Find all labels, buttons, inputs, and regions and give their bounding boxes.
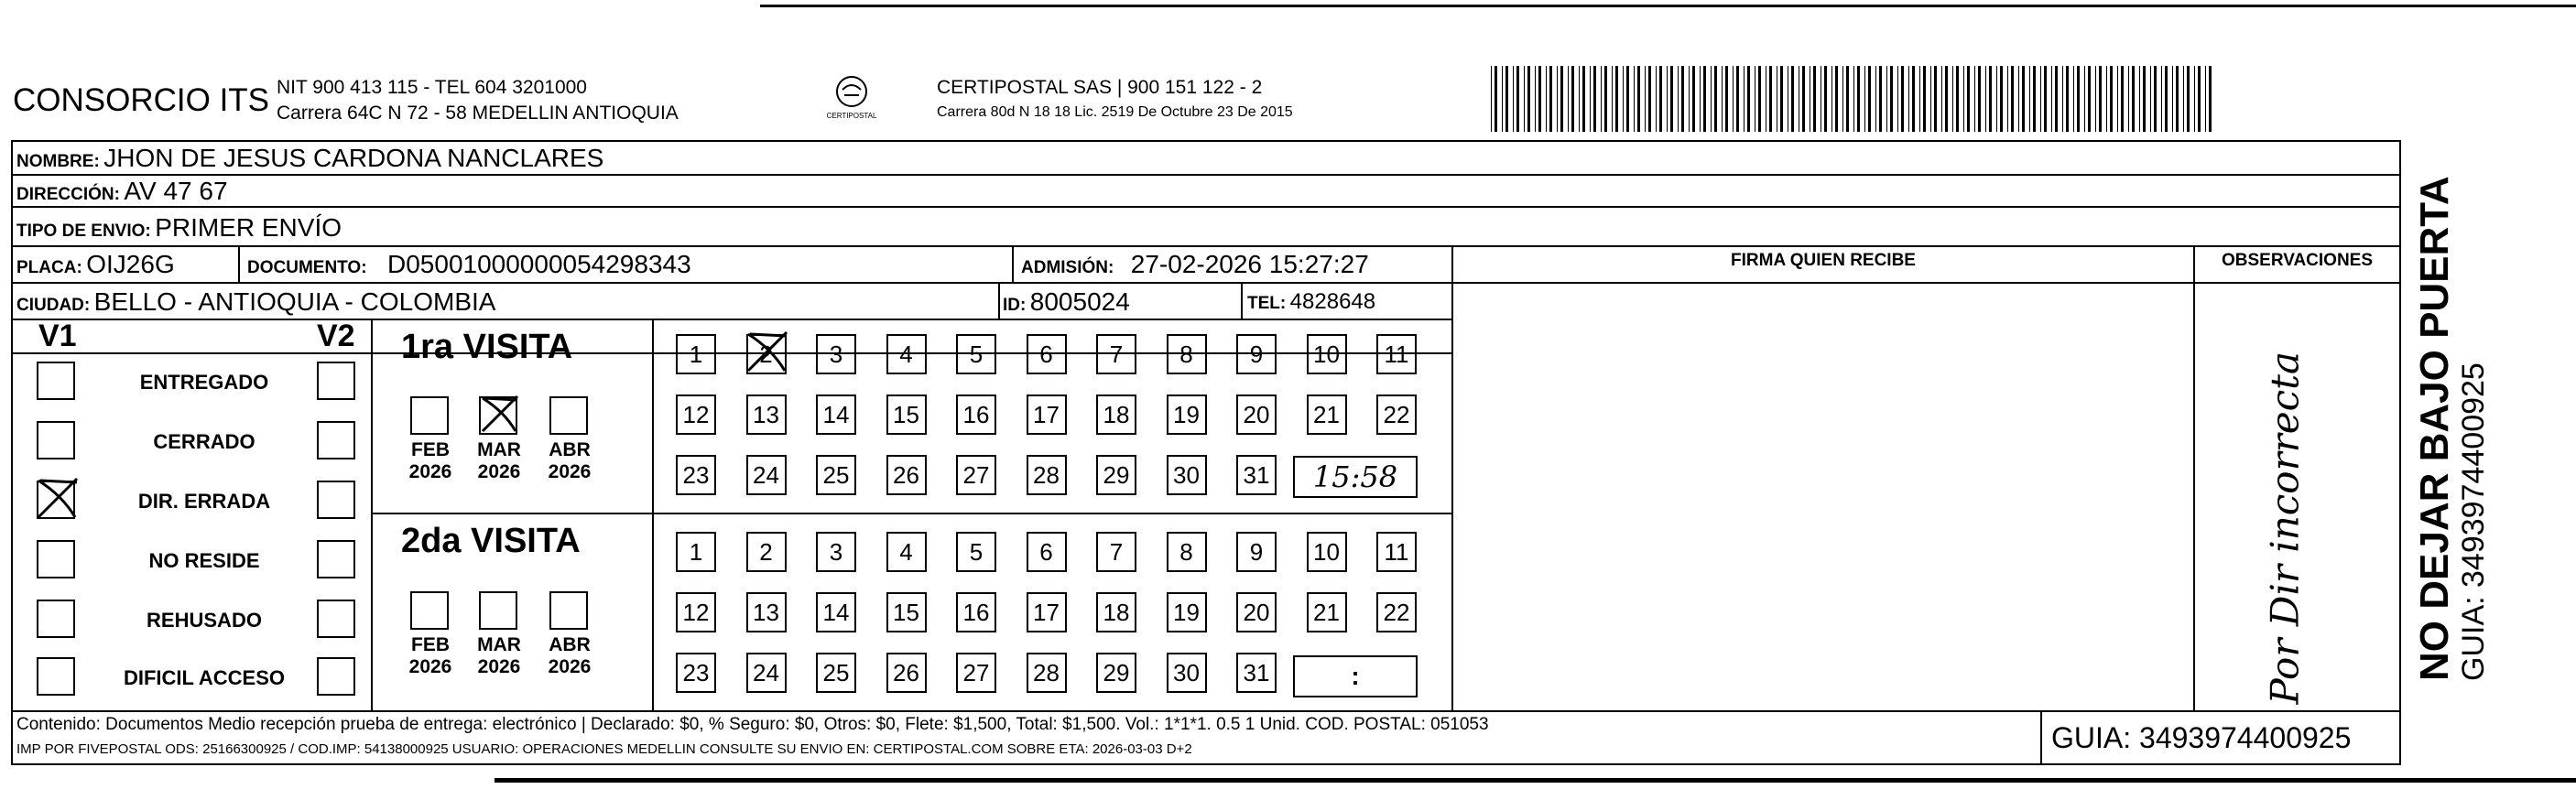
carrier-address: Carrera 80d N 18 18 Lic. 2519 De Octubre 23 De 2015 [937,104,1293,120]
visit2-day-box[interactable]: 14 [816,592,856,632]
visit2-day-box[interactable]: 11 [1376,532,1417,572]
visit2-day-box[interactable]: 7 [1096,532,1136,572]
id-field [1003,287,1130,317]
month-year: 2026 [548,656,592,677]
visit1-day-box[interactable]: 1 [676,334,716,374]
month-year: 2026 [408,656,452,677]
visit-divider [371,513,1453,514]
visit2-day-box[interactable]: 12 [676,592,716,632]
visit2-day-box[interactable]: 25 [816,653,856,693]
visit1-day-box[interactable]: 13 [746,394,787,435]
visit1-month-checkbox[interactable] [410,396,449,435]
side-warning-text: NO DEJAR BAJO PUERTA [2412,176,2457,681]
visit1-day-box[interactable]: 5 [956,334,996,374]
documento-label: DOCUMENTO: [247,258,367,277]
visit1-day-box[interactable]: 11 [1376,334,1417,374]
visit1-day-box[interactable]: 21 [1307,394,1347,435]
visit2-day-box[interactable]: 26 [886,653,927,693]
ciudad-label: CIUDAD: [16,296,91,315]
row-line [11,174,2401,176]
visit1-day-box[interactable]: 27 [956,455,996,495]
direccion-value: AV 47 67 [124,177,228,205]
visit2-day-box[interactable]: 23 [676,653,716,693]
v2-header: V2 [317,319,355,353]
observaciones-header [2195,251,2399,271]
side-guia-text: GUIA: 3493974400925 [2456,362,2491,681]
row-line [11,319,1453,320]
visit2-day-box[interactable]: 15 [886,592,927,632]
footer-imp: IMP POR FIVEPOSTAL ODS: 25166300925 / COD.IMP: 54138000925 USUARIO: OPERACIONES MEDELLIN CONSULTE SU ENVIO EN: CERTIPOSTAL.COM SOBRE ETA: 2026-03-03 D+2 [16,741,1192,757]
logo-text: CERTIPOSTAL [826,112,877,120]
nombre-value: JHON DE JESUS CARDONA NANCLARES [103,144,604,172]
v1-header: V1 [38,319,77,353]
visit1-day-box[interactable]: 6 [1027,334,1067,374]
visit1-day-box[interactable]: 17 [1027,394,1067,435]
visit1-title: 1ra VISITA [401,328,573,366]
visit2-day-box[interactable]: 1 [676,532,716,572]
certipostal-logo [820,73,884,128]
visit2-month-checkbox[interactable] [549,591,588,630]
row-line [11,710,2401,712]
visit1-day-box[interactable]: 18 [1096,394,1136,435]
visit1-day-box[interactable]: 2 [746,334,787,374]
visit2-day-box[interactable]: 28 [1027,653,1067,693]
header-underline [1451,282,2399,284]
col-line [371,319,373,710]
visit1-day-box[interactable]: 26 [886,455,927,495]
visit1-day-box[interactable]: 20 [1236,394,1277,435]
admision-label: ADMISIÓN: [1021,258,1114,277]
visit1-day-box[interactable]: 31 [1236,455,1277,495]
visit2-month-label [542,634,597,678]
visit1-day-box[interactable]: 25 [816,455,856,495]
visit2-day-box[interactable]: 19 [1167,592,1207,632]
visit1-day-box[interactable]: 23 [676,455,716,495]
visit2-day-box[interactable]: 2 [746,532,787,572]
form-right-border [2399,140,2401,765]
handwritten-observation [2216,293,2381,705]
visit1-month-label [472,439,527,483]
status-label: REHUSADO [147,609,262,632]
visit1-day-box[interactable]: 28 [1027,455,1067,495]
admision-field [1021,250,1369,279]
visit2-day-box[interactable]: 21 [1307,592,1347,632]
placa-label: PLACA: [16,258,82,277]
footer-guia: GUIA: 3493974400925 [2051,721,2352,754]
status-label: DIR. ERRADA [137,490,271,513]
row-line [11,282,1453,284]
scan-top-line [760,5,2576,7]
id-value: 8005024 [1029,287,1130,316]
v2-checkbox[interactable] [317,540,355,578]
row-line [11,245,2401,247]
visit2-month-label [472,634,527,678]
v1-checkbox[interactable] [37,657,75,696]
placa-value: OIJ26G [86,250,175,278]
col-line [652,319,654,710]
visit1-day-box[interactable]: 7 [1096,334,1136,374]
month-name: MAR [477,439,521,460]
v1-checkbox[interactable] [37,540,75,578]
month-name: ABR [549,439,591,460]
visit1-day-box[interactable]: 29 [1096,455,1136,495]
signature-area[interactable] [1454,285,2192,709]
col-line [1012,245,1014,282]
visit2-title: 2da VISITA [401,522,581,560]
visit1-day-box[interactable]: 24 [746,455,787,495]
visit2-day-box[interactable]: 22 [1376,592,1417,632]
footer-contenido: Contenido: Documentos Medio recepción prueba de entrega: electrónico | Declarado: $0, % Seguro: $0, Otros: $0, Flete: $1,500, Total: $1,500. Vol.: 1*1*1. 0.5 1 Unid. COD. POSTAL: 051053 [16,715,1489,734]
visit2-day-box[interactable]: 29 [1096,653,1136,693]
month-year: 2026 [477,656,521,677]
form-left-border [11,140,13,765]
visit2-day-box[interactable]: 24 [746,653,787,693]
visit2-day-box[interactable]: 16 [956,592,996,632]
visit2-month-label [403,634,458,678]
visit2-month-checkbox[interactable] [479,591,517,630]
documento-field [247,250,691,279]
visit2-month-checkbox[interactable] [410,591,449,630]
form-top-border [11,140,2401,142]
visit2-day-box[interactable]: 20 [1236,592,1277,632]
visit1-day-box[interactable]: 4 [886,334,927,374]
visit2-day-box[interactable]: 27 [956,653,996,693]
visit2-day-box[interactable]: 8 [1167,532,1207,572]
ciudad-value: BELLO - ANTIOQUIA - COLOMBIA [93,287,496,316]
visit1-time-text: 15:58 [1312,459,1398,494]
company-address: Carrera 64C N 72 - 58 MEDELLIN ANTIOQUIA [277,103,679,124]
row-line [11,206,2401,208]
col-line [2193,245,2195,710]
firma-header-text: FIRMA QUIEN RECIBE [1731,251,1916,270]
visit1-month-check-mark [479,393,521,435]
observaciones-header-text: OBSERVACIONES [2221,251,2374,270]
visit2-day-box[interactable]: 10 [1307,532,1347,572]
v2-checkbox[interactable] [317,421,355,459]
tipo-label: TIPO DE ENVIO: [16,222,151,241]
col-line [998,282,1000,319]
v1-checkbox[interactable] [37,600,75,638]
visit2-day-box[interactable]: 18 [1096,592,1136,632]
status-label: CERRADO [153,430,255,453]
visit2-day-box[interactable]: 30 [1167,653,1207,693]
v2-checkbox[interactable] [317,481,355,519]
visit1-month-checkbox[interactable] [549,396,588,435]
visit1-day-box[interactable]: 16 [956,394,996,435]
direccion-row [16,177,228,206]
v2-checkbox[interactable] [317,600,355,638]
admision-value: 27-02-2026 15:27:27 [1130,250,1369,278]
visit1-day-box[interactable]: 14 [816,394,856,435]
visit1-day-box[interactable]: 30 [1167,455,1207,495]
scan-bottom-line [495,778,2576,783]
handwritten-observation-text: Por Dir incorrecta [2262,351,2308,705]
documento-value: D05001000000054298343 [387,250,691,278]
month-year: 2026 [548,461,592,482]
month-name: ABR [549,634,591,655]
visit1-day-box[interactable]: 22 [1376,394,1417,435]
visit1-month-label [403,439,458,483]
month-name: MAR [477,634,521,655]
side-warning [2414,176,2491,681]
tel-field [1247,289,1375,315]
visit2-day-box[interactable]: 3 [816,532,856,572]
tel-value: 4828648 [1289,289,1376,314]
visit2-time-text: : [1351,662,1360,690]
status-label: NO RESIDE [148,549,260,572]
v1-checkbox[interactable] [37,362,75,400]
visit2-day-box[interactable]: 6 [1027,532,1067,572]
visit2-day-box[interactable]: 17 [1027,592,1067,632]
v1-check-mark [35,475,81,521]
month-year: 2026 [408,461,452,482]
visit1-day-box[interactable]: 8 [1167,334,1207,374]
col-line [1241,282,1243,319]
nombre-label: NOMBRE: [16,152,100,171]
visit1-day-check-mark [745,329,790,374]
v1-checkbox[interactable] [37,421,75,459]
visit1-day-box[interactable]: 15 [886,394,927,435]
visit2-time[interactable] [1293,655,1418,697]
v2-checkbox[interactable] [317,657,355,696]
company-name: CONSORCIO ITS [13,82,270,118]
visit2-day-box[interactable]: 5 [956,532,996,572]
visit1-day-box[interactable]: 10 [1307,334,1347,374]
barcode [1491,66,2216,132]
visit2-day-box[interactable]: 4 [886,532,927,572]
tel-label: TEL: [1247,294,1287,313]
status-label: ENTREGADO [139,371,269,394]
tipo-row [16,213,342,243]
ciudad-field [16,287,495,317]
visit1-month-label [542,439,597,483]
month-year: 2026 [477,461,521,482]
visit1-day-box[interactable]: 12 [676,394,716,435]
col-line [1451,245,1453,710]
direccion-label: DIRECCIÓN: [16,185,120,204]
id-label: ID: [1003,296,1027,315]
firma-header [1453,251,2193,271]
visit1-day-box[interactable]: 9 [1236,334,1277,374]
company-nit: NIT 900 413 115 - TEL 604 3201000 [277,77,587,98]
visit1-time[interactable] [1293,456,1418,498]
col-line [2040,710,2042,765]
v2-checkbox[interactable] [317,362,355,400]
col-line [238,245,240,282]
carrier-name: CERTIPOSTAL SAS | 900 151 122 - 2 [937,77,1263,98]
status-label: DIFICIL ACCESO [123,666,285,689]
visit2-day-box[interactable]: 9 [1236,532,1277,572]
visit2-day-box[interactable]: 31 [1236,653,1277,693]
visit1-day-box[interactable]: 19 [1167,394,1207,435]
form-bottom-border [11,763,2401,765]
month-name: FEB [411,634,450,655]
placa-field [16,250,175,279]
tipo-value: PRIMER ENVÍO [155,213,342,242]
visit1-day-box[interactable]: 3 [816,334,856,374]
month-name: FEB [411,439,450,460]
visit2-day-box[interactable]: 13 [746,592,787,632]
nombre-row [16,144,603,173]
